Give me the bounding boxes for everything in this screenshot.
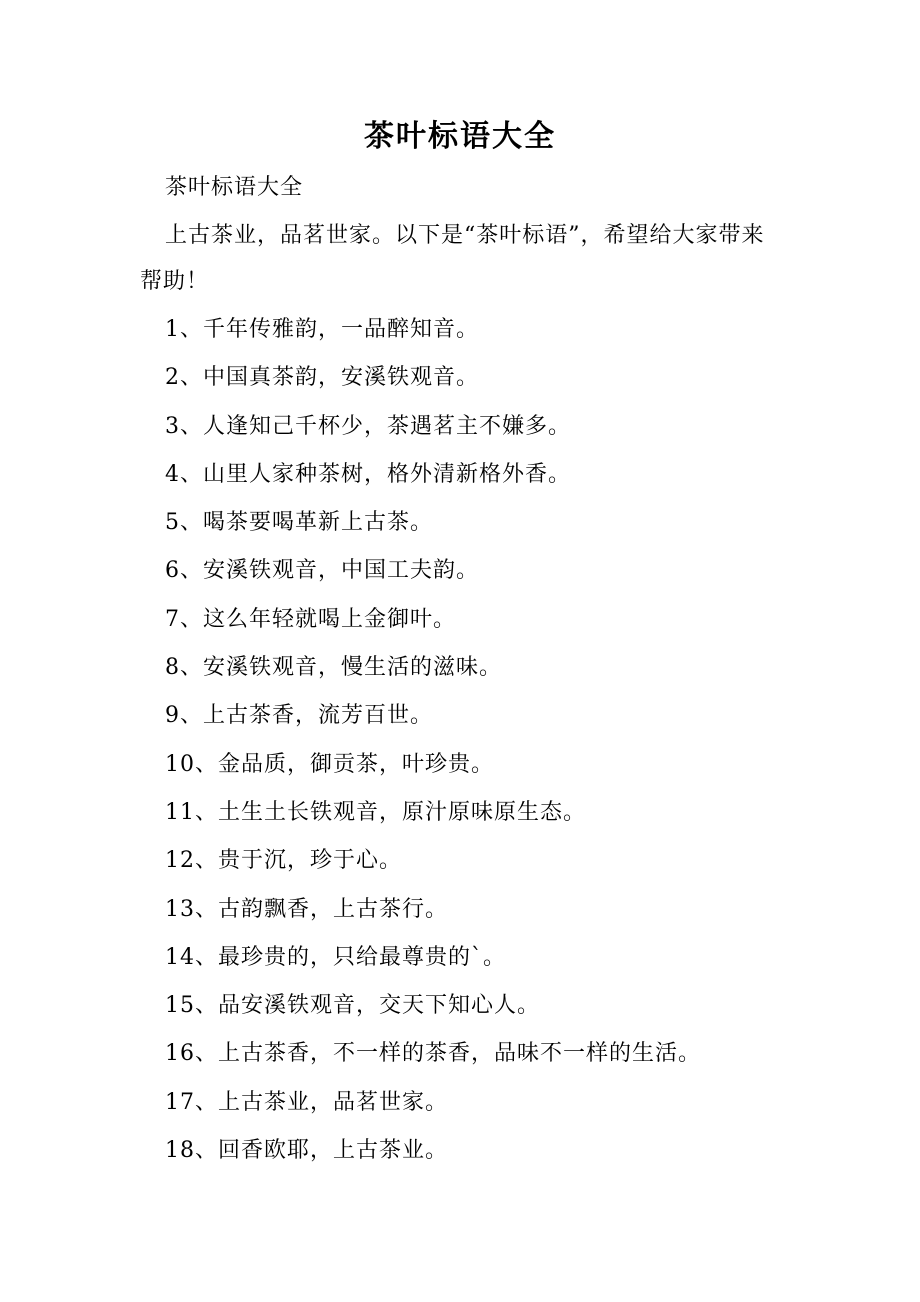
- slogan-item: 13、古韵飘香，上古茶行。: [165, 896, 448, 922]
- slogan-item: 2、中国真茶韵，安溪铁观音。: [165, 365, 479, 391]
- slogan-item: 11、土生土长铁观音，原汁原味原生态。: [165, 799, 586, 825]
- slogan-item: 15、品安溪铁观音，交天下知心人。: [165, 993, 540, 1019]
- slogan-item: 1、千年传雅韵，一品醉知音。: [165, 317, 479, 342]
- slogan-item: 17、上古茶业，品茗世家。: [165, 1089, 448, 1115]
- slogan-item: 5、喝茶要喝革新上古茶。: [165, 510, 433, 536]
- intro-paragraph: 上古茶业，品茗世家。以下是“茶叶标语”，希望给大家带来帮助！: [140, 223, 765, 294]
- slogan-item: 8、安溪铁观音，慢生活的滋味。: [165, 655, 502, 681]
- slogan-item: 3、人逢知己千杯少，茶遇茗主不嫌多。: [165, 413, 571, 439]
- slogan-item: 9、上古茶香，流芳百世。: [165, 703, 433, 729]
- page-title: 茶叶标语大全: [364, 119, 556, 154]
- slogan-item: 4、山里人家种茶树，格外清新格外香。: [165, 461, 571, 487]
- slogan-list: [165, 310, 701, 1179]
- slogan-item: 16、上古茶香，不一样的茶香，品味不一样的生活。: [165, 1041, 701, 1067]
- slogan-item: 6、安溪铁观音，中国工夫韵。: [165, 558, 479, 584]
- slogan-item: 12、贵于沉，珍于心。: [165, 848, 402, 874]
- document-subtitle: 茶叶标语大全: [165, 175, 304, 200]
- slogan-item: 10、金品质，御贡茶，叶珍贵。: [165, 751, 494, 777]
- slogan-item: 18、回香欧耶，上古茶业。: [165, 1138, 448, 1164]
- slogan-item: 14、最珍贵的，只给最尊贵的`。: [165, 944, 506, 970]
- slogan-item: 7、这么年轻就喝上金御叶。: [165, 606, 456, 632]
